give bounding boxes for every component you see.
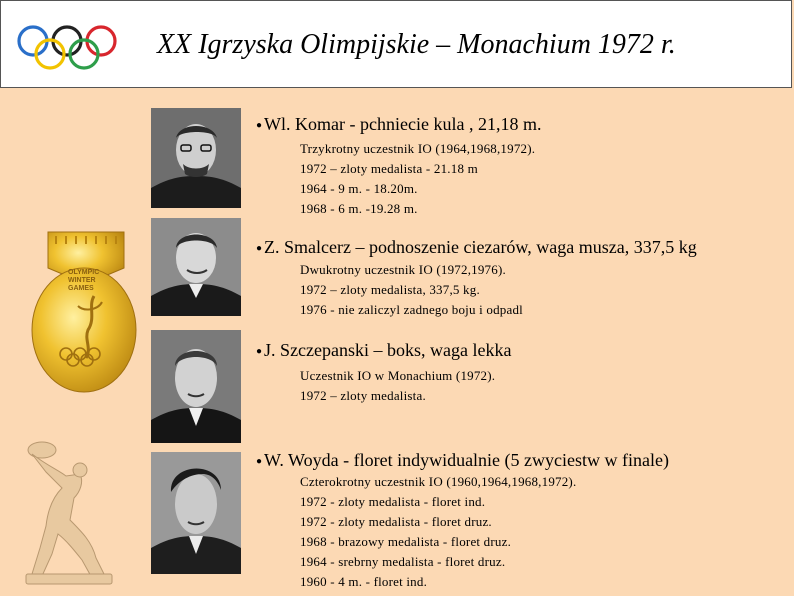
detail-line: 1964 - srebrny medalista - floret druz. <box>300 554 506 569</box>
bullet-icon: ● <box>256 120 263 132</box>
discobolus-statue-image <box>22 436 118 586</box>
athlete-photo-woyda <box>151 452 241 574</box>
page-title: XX Igrzyska Olimpijskie – Monachium 1972 r. <box>157 29 676 60</box>
detail-line: 1972 - zloty medalista - floret druz. <box>300 514 492 529</box>
medal-inscription-1: OLYMPIC <box>68 269 100 276</box>
detail-line: Dwukrotny uczestnik IO (1972,1976). <box>300 262 506 277</box>
medal-inscription-3: GAMES <box>68 285 94 292</box>
olympic-rings-logo <box>15 23 119 73</box>
bullet-icon: ● <box>256 346 263 358</box>
gold-medal-image <box>26 226 146 396</box>
athlete-photo-szczepanski <box>151 330 241 443</box>
detail-line: 1972 – zloty medalista - 21.18 m <box>300 161 478 176</box>
athlete-photo-smalcerz <box>151 218 241 316</box>
athlete-name-text: W. Woyda - floret indywidualnie (5 zwyciestw w finale) <box>264 450 669 470</box>
athlete-name-text: Wl. Komar - pchniecie kula , 21,18 m. <box>264 114 542 134</box>
bullet-icon: ● <box>256 456 263 468</box>
athlete-name-line <box>256 114 541 135</box>
athlete-details <box>300 472 576 592</box>
detail-line: 1972 – zloty medalista. <box>300 388 426 403</box>
athlete-name-line <box>256 237 697 258</box>
athlete-name-text: J. Szczepanski – boks, waga lekka <box>264 340 512 360</box>
detail-line: Uczestnik IO w Monachium (1972). <box>300 368 496 383</box>
detail-line: 1976 - nie zaliczyl zadnego boju i odpadl <box>300 302 523 317</box>
detail-line: 1964 - 9 m. - 18.20m. <box>300 181 418 196</box>
detail-line: 1972 – zloty medalista, 337,5 kg. <box>300 282 480 297</box>
slide-header <box>0 0 792 88</box>
athlete-name-line <box>256 450 669 471</box>
detail-line: 1972 - zloty medalista - floret ind. <box>300 494 486 509</box>
athlete-photo-komar <box>151 108 241 208</box>
athlete-details <box>300 366 495 406</box>
medal-inscription-2: WINTER <box>68 277 96 284</box>
athlete-name-line <box>256 340 511 361</box>
bullet-icon: ● <box>256 243 263 255</box>
detail-line: 1968 - 6 m. -19.28 m. <box>300 201 418 216</box>
athlete-details <box>300 139 535 219</box>
athlete-details <box>300 260 523 320</box>
detail-line: 1960 - 4 m. - floret ind. <box>300 574 428 589</box>
detail-line: 1968 - brazowy medalista - floret druz. <box>300 534 512 549</box>
detail-line: Czterokrotny uczestnik IO (1960,1964,1968,1972). <box>300 474 577 489</box>
detail-line: Trzykrotny uczestnik IO (1964,1968,1972). <box>300 141 536 156</box>
athlete-name-text: Z. Smalcerz – podnoszenie ciezarów, waga musza, 337,5 kg <box>264 237 697 257</box>
